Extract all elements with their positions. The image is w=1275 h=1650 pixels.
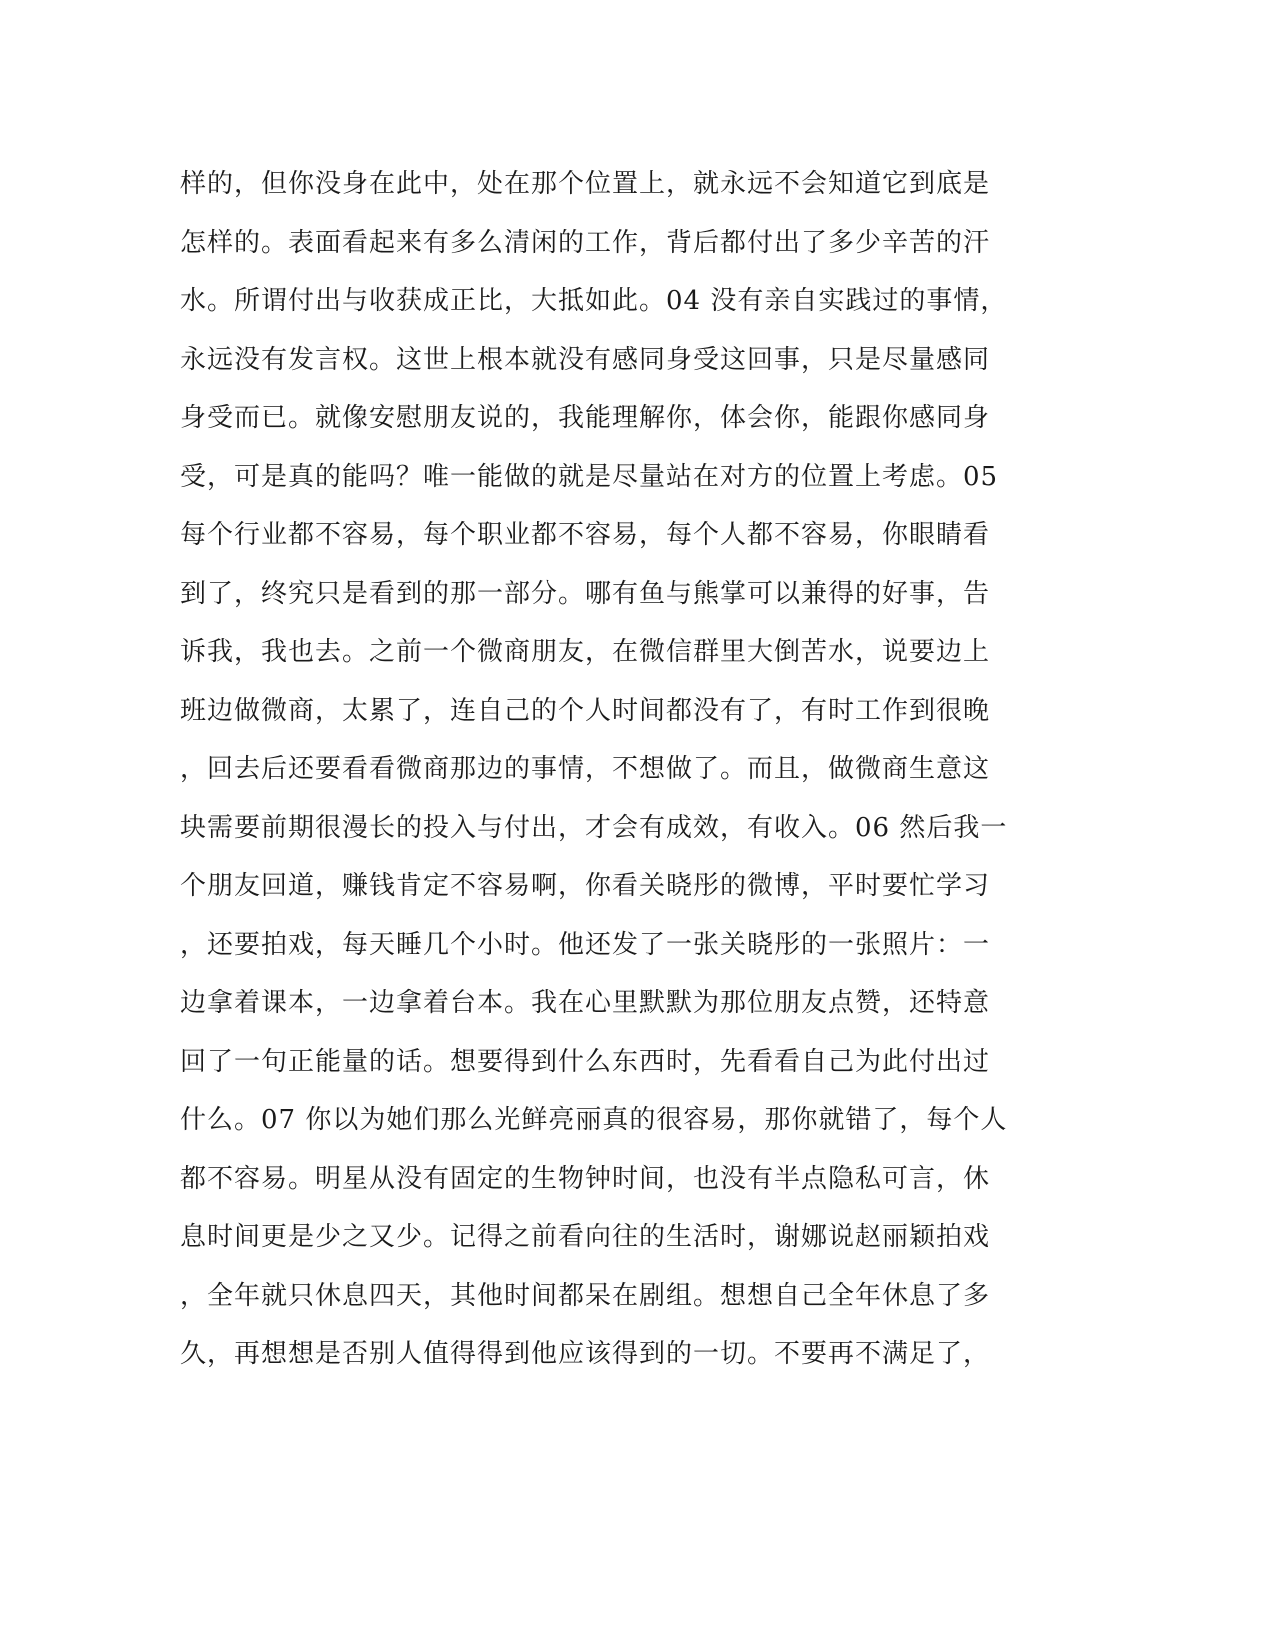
text-line: 怎样的。表面看起来有多么清闲的工作，背后都付出了多少辛苦的汗 — [180, 227, 991, 258]
text-line: 边拿着课本，一边拿着台本。我在心里默默为那位朋友点赞，还特意 — [180, 988, 991, 1018]
text-line: 样的，但你没身在此中，处在那个位置上，就永远不会知道它到底是 — [180, 169, 991, 199]
text-line: 水。所谓付出与收获成正比，大抵如此。04 没有亲自实践过的事情， — [180, 286, 1008, 316]
text-line: ，还要拍戏，每天睡几个小时。他还发了一张关晓彤的一张照片：一 — [180, 929, 991, 960]
text-line: 息时间更是少之又少。记得之前看向往的生活时，谢娜说赵丽颖拍戏 — [180, 1222, 991, 1252]
text-line: 都不容易。明星从没有固定的生物钟时间，也没有半点隐私可言，休 — [180, 1163, 991, 1194]
text-line: 受，可是真的能吗？唯一能做的就是尽量站在对方的位置上考虑。05 — [180, 461, 999, 492]
text-line: 永远没有发言权。这世上根本就没有感同身受这回事，只是尽量感同 — [180, 344, 991, 375]
text-line: 个朋友回道，赚钱肯定不容易啊，你看关晓彤的微博，平时要忙学习 — [180, 871, 991, 901]
text-line: 到了，终究只是看到的那一部分。哪有鱼与熊掌可以兼得的好事，告 — [180, 578, 991, 609]
text-line: 什么。07 你以为她们那么光鲜亮丽真的很容易，那你就错了，每个人 — [180, 1105, 1008, 1135]
text-line: 身受而已。就像安慰朋友说的，我能理解你，体会你，能跟你感同身 — [180, 403, 991, 433]
text-line: 回了一句正能量的话。想要得到什么东西时，先看看自己为此付出过 — [180, 1046, 991, 1077]
text-line: 诉我，我也去。之前一个微商朋友，在微信群里大倒苦水，说要边上 — [180, 637, 991, 667]
text-line: ，回去后还要看看微商那边的事情，不想做了。而且，做微商生意这 — [180, 754, 991, 784]
text-line: 班边做微商，太累了，连自己的个人时间都没有了，有时工作到很晚 — [180, 695, 991, 726]
text-line: 每个行业都不容易，每个职业都不容易，每个人都不容易，你眼睛看 — [180, 520, 991, 550]
text-line: 块需要前期很漫长的投入与付出，才会有成效，有收入。06 然后我一 — [180, 812, 1008, 843]
text-line: 久，再想想是否别人值得得到他应该得到的一切。不要再不满足了， — [180, 1339, 991, 1369]
text-line: ，全年就只休息四天，其他时间都呆在剧组。想想自己全年休息了多 — [180, 1280, 991, 1311]
body-text — [180, 155, 1040, 1384]
